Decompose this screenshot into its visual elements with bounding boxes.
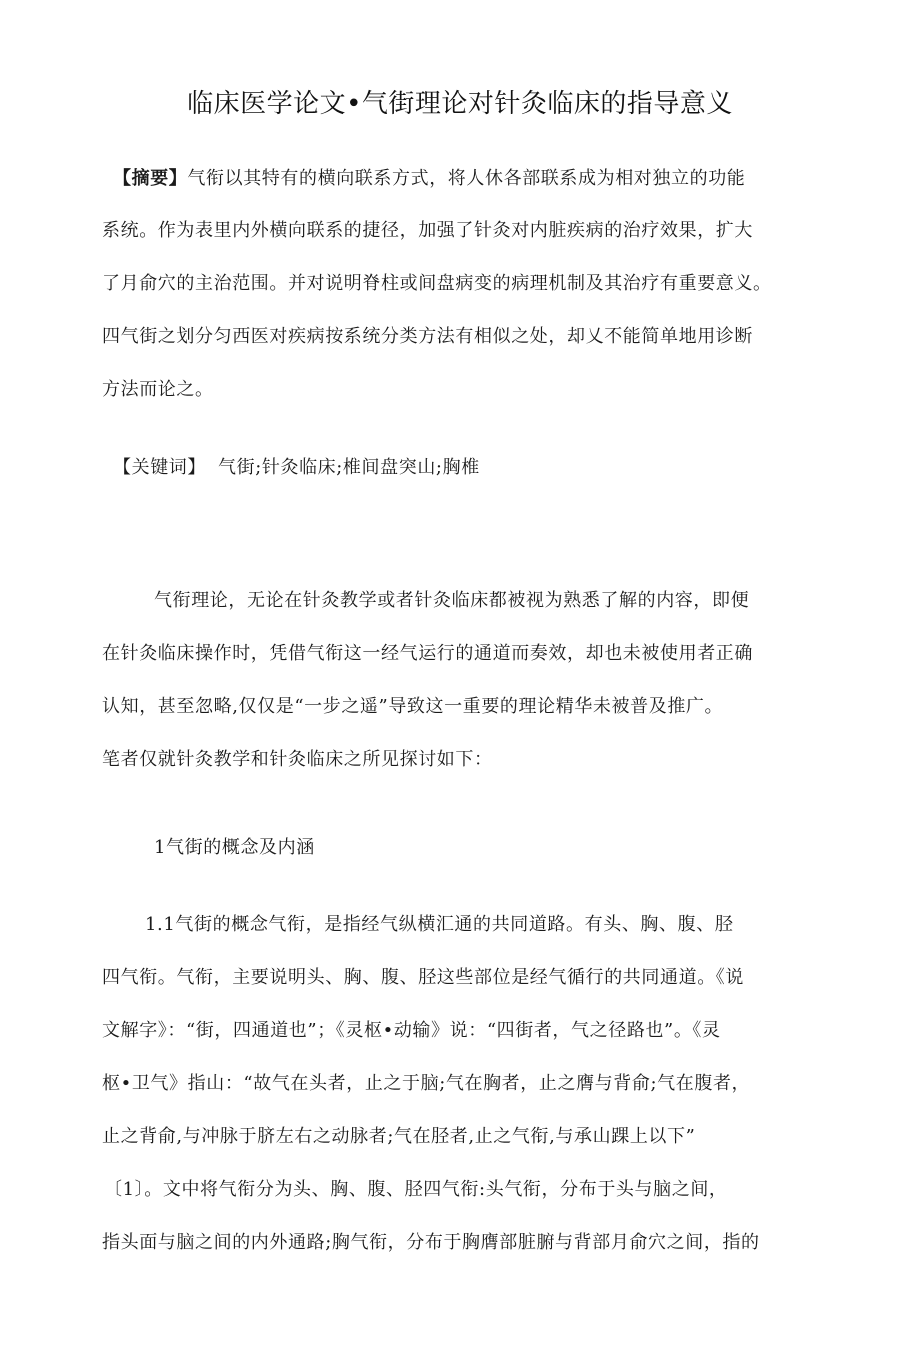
intro-line-1: 气衔理论，无论在针灸教学或者针灸临床都被视为熟悉了解的内容，即便 <box>154 590 750 611</box>
intro-line-2: 在针灸临床操作时，凭借气衔这一经气运行的通道而奏效，却也未被使用者正确 <box>102 643 753 664</box>
section-1-1-line-5: 止之背俞,与冲脉于脐左右之动脉者;气在胫者,止之气衔,与承山踝上以下” <box>102 1126 696 1147</box>
intro-line-4: 笔者仅就针灸教学和针灸临床之所见探讨如下： <box>102 749 493 770</box>
section-1-1-line-6: 〔1〕。文中将气衔分为头、胸、腹、胫四气衔:头气衔，分布于头与脑之间， <box>104 1179 728 1200</box>
abstract-text: 气衔以其特有的横向联系方式，将人休各部联系成为相对独立的功能 <box>187 168 746 189</box>
document-title: 临床医学论文•气街理论对针灸临床的指导意义 <box>187 89 733 119</box>
keywords-value: 气街;针灸临床;椎间盘突山;胸椎 <box>218 457 480 478</box>
section-1-1-line-1: 1.1气街的概念气衔，是指经气纵横汇通的共同道路。有头、胸、腹、胫 <box>145 914 734 935</box>
abstract-label: 【摘要】 <box>113 168 188 189</box>
abstract-line-3: 了月俞穴的主治范围。并对说明脊柱或间盘病变的病理机制及其治疗有重要意义。 <box>102 273 772 294</box>
section-1-1-line-4: 枢•卫气》指山：“故气在头者，止之于脑;气在胸者，止之膺与背俞;气在腹者， <box>102 1073 751 1094</box>
section-1-1-line-3: 文解字》：“街，四通道也”；《灵枢•动输》说：“四街者，气之径路也”。《灵 <box>102 1020 721 1041</box>
abstract-line-1 <box>113 166 745 192</box>
keywords-label: 【关键词】 <box>113 457 206 478</box>
section-1-1-line-7: 指头面与脑之间的内外通路;胸气衔，分布于胸膺部脏腑与背部月俞穴之间，指的 <box>102 1232 760 1253</box>
section-1-heading: 1气街的概念及内涵 <box>154 837 315 858</box>
abstract-line-4: 四气街之划分匀西医对疾病按系统分类方法有相似之处，却乂不能简单地用诊断 <box>102 326 753 347</box>
abstract-line-2: 系统。作为表里内外横向联系的捷径，加强了针灸对内脏疾病的治疗效果，扩大 <box>102 220 753 241</box>
intro-line-3: 认知，甚至忽略,仅仅是“一步之遥”导致这一重要的理论精华未被普及推广。 <box>102 696 724 717</box>
keywords-line <box>113 455 480 481</box>
abstract-line-5: 方法而论之。 <box>102 379 214 400</box>
section-1-1-line-2: 四气衔。气衔，主要说明头、胸、腹、胫这些部位是经气循行的共同通道。《说 <box>102 967 744 988</box>
